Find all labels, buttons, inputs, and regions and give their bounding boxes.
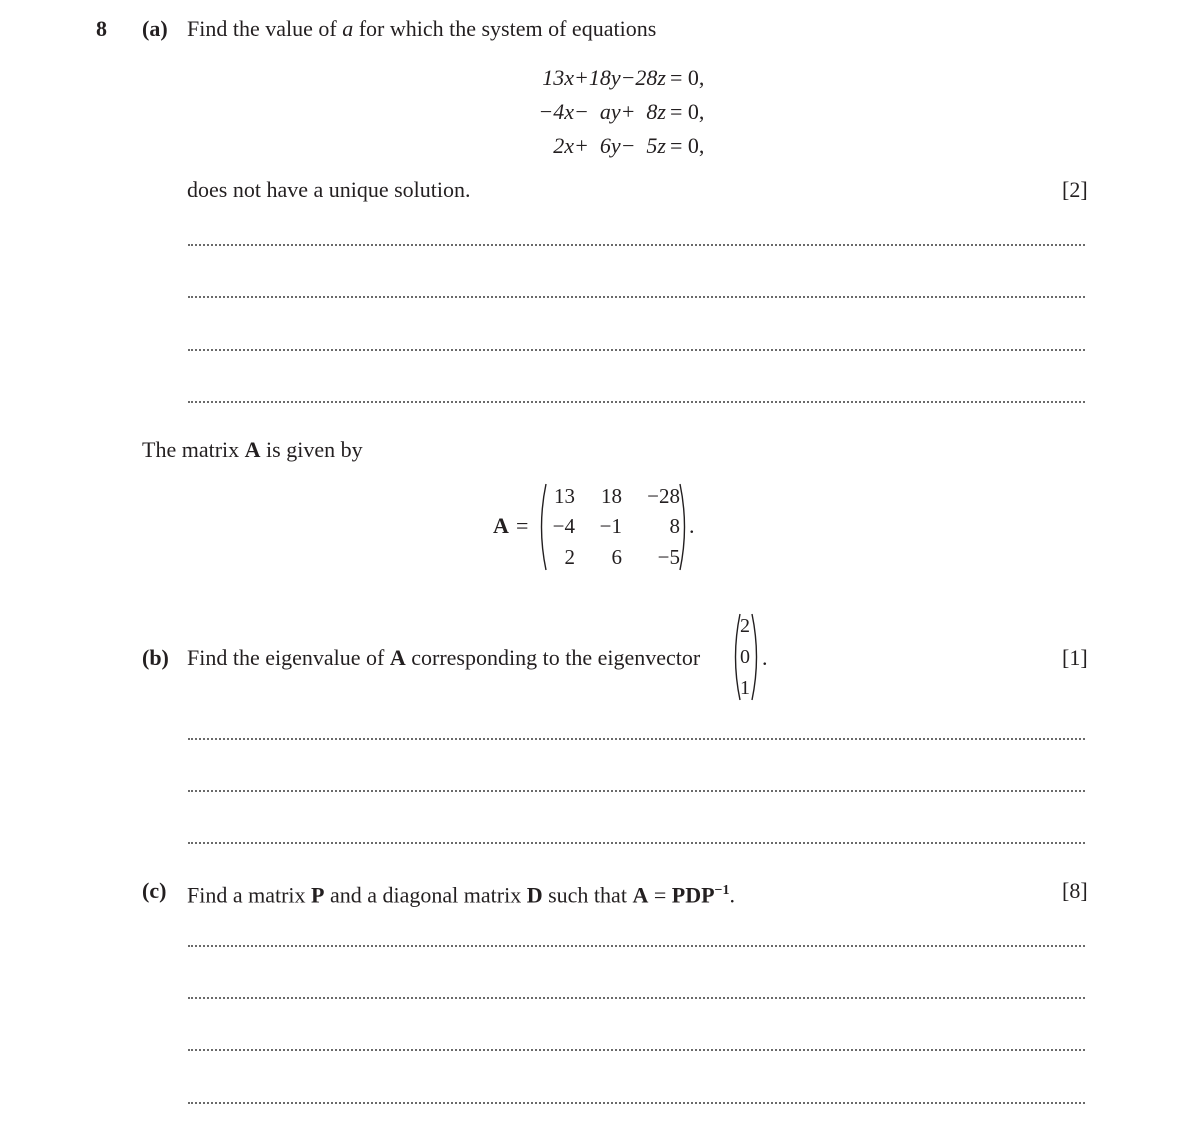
matrix-d: D (526, 882, 543, 908)
part-c-marks: [8] (1062, 878, 1088, 903)
answer-line[interactable] (188, 738, 1085, 740)
eigenvector-component: 0 (740, 646, 750, 668)
eigenvector-component: 2 (740, 615, 750, 637)
part-a-continuation: does not have a unique solution. (187, 177, 471, 202)
part-c-end: . (729, 882, 735, 908)
part-a-marks: [2] (1062, 177, 1088, 202)
matrix-cell: −5 (657, 545, 680, 569)
matrix-cell: −28 (647, 484, 680, 508)
part-b-label: (b) (142, 645, 169, 670)
part-b-matrix-name: A (389, 645, 406, 670)
part-c-prompt (187, 878, 735, 908)
answer-line[interactable] (188, 997, 1085, 999)
question-number: 8 (96, 16, 107, 41)
matrix-intro-after: is given by (260, 437, 363, 462)
matrix-cell: 8 (669, 514, 680, 538)
variable-a: a (342, 16, 354, 41)
answer-line[interactable] (188, 1102, 1085, 1104)
equation-3-rhs: = 0, (670, 133, 705, 158)
answer-line[interactable] (188, 296, 1085, 298)
matrix-cell: −1 (599, 514, 622, 538)
matrix-intro-name: A (244, 437, 261, 462)
inverse-exponent: −1 (714, 883, 730, 898)
answer-line[interactable] (188, 244, 1085, 246)
matrix-end: . (689, 513, 695, 538)
matrix-p: P (311, 882, 325, 908)
equation-2-rhs: = 0, (670, 99, 705, 124)
equation-2-lhs: −4x− ay+ 8z (538, 99, 666, 124)
part-b-before: Find the eigenvalue of (187, 645, 390, 670)
answer-line[interactable] (188, 1049, 1085, 1051)
answer-line[interactable] (188, 401, 1085, 403)
answer-line[interactable] (188, 349, 1085, 351)
part-b-after: corresponding to the eigenvector (405, 645, 701, 670)
part-a-prompt (187, 16, 656, 42)
part-a-text-before: Find the value of (187, 16, 343, 41)
eigenvector-end: . (762, 645, 768, 670)
matrix-equals: = (516, 513, 529, 538)
answer-line[interactable] (188, 842, 1085, 844)
answer-line[interactable] (188, 945, 1085, 947)
part-c-equals: = (648, 882, 672, 908)
matrix-cell: −4 (552, 514, 575, 538)
matrix-a-ref: A (632, 882, 649, 908)
matrix-cell: 18 (601, 484, 622, 508)
matrix-name: A (493, 513, 509, 538)
part-a-text-after: for which the system of equations (353, 16, 657, 41)
matrix-intro (142, 437, 363, 463)
matrix-pdp: PDP (671, 882, 715, 908)
equation-3-lhs: 2x+ 6y− 5z (553, 133, 666, 158)
matrix-cell: 13 (554, 484, 575, 508)
part-b-marks: [1] (1062, 645, 1088, 670)
matrix-cell: 2 (564, 545, 575, 569)
part-c-text-3: such that (542, 882, 633, 908)
equation-1-rhs: = 0, (670, 65, 705, 90)
eigenvector-component: 1 (740, 677, 750, 699)
matrix-intro-before: The matrix (142, 437, 245, 462)
equation-1-lhs: 13x+18y−28z (542, 65, 666, 90)
part-c-label: (c) (142, 878, 167, 903)
matrix-cell: 6 (611, 545, 622, 569)
part-a-label: (a) (142, 16, 168, 41)
part-c-text-2: and a diagonal matrix (324, 882, 527, 908)
part-b-prompt (187, 645, 700, 671)
answer-line[interactable] (188, 790, 1085, 792)
part-c-text-1: Find a matrix (187, 882, 312, 908)
